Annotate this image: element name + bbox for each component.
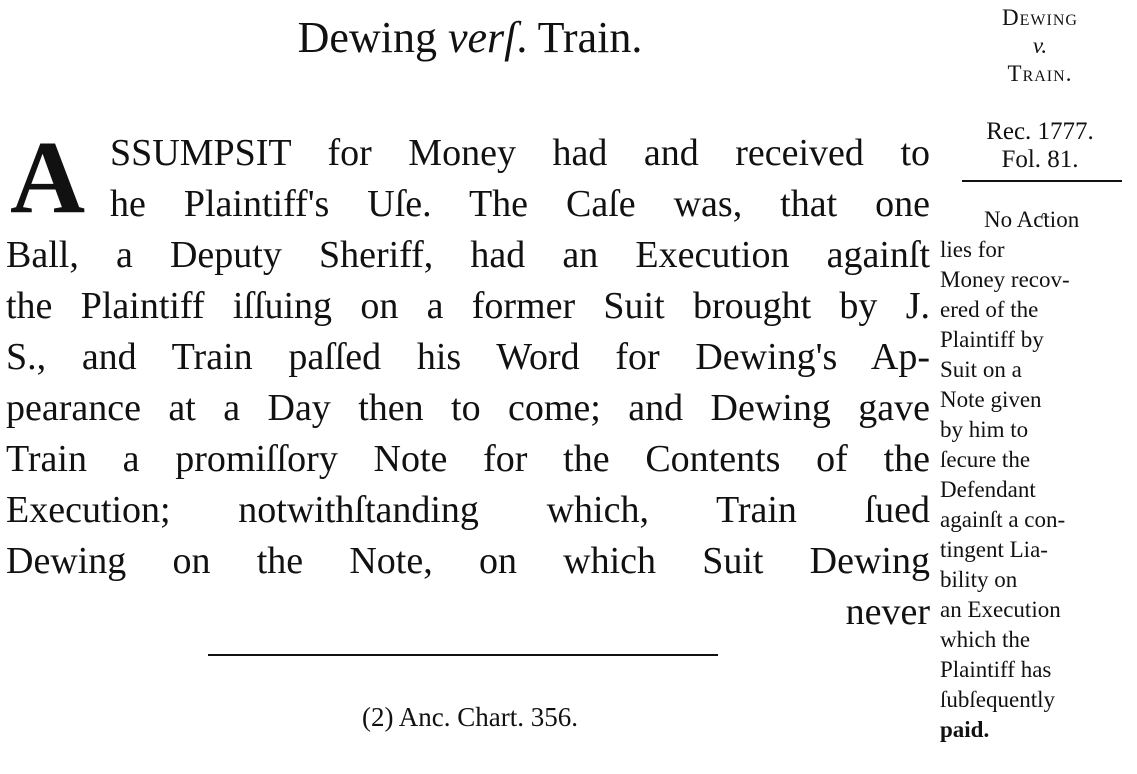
running-head-line: v. — [1032, 33, 1048, 58]
running-head-line: Train. — [1007, 61, 1073, 86]
note-line: tingent Lia- — [940, 537, 1048, 562]
text-line: Dewing on the Note, on which Suit Dewing — [6, 540, 930, 582]
main-text — [6, 120, 930, 638]
text-line: S., and Train paſſed his Word for Dewing's Ap- — [6, 336, 930, 378]
note-line: Plaintiff has — [940, 657, 1052, 682]
note-line: Money recov- — [940, 267, 1070, 292]
note-line: ſecure the — [940, 447, 1031, 472]
running-head-line: Dewing — [1002, 5, 1078, 30]
note-line: lies for — [940, 237, 1005, 262]
text-line: Execution; notwithſtanding which, Train ſued — [6, 489, 930, 531]
footnote: (2) Anc. Chart. 356. — [362, 702, 578, 732]
text-line: the Plaintiff iſſuing on a former Suit brought by J. — [6, 285, 930, 327]
catchword: never — [845, 591, 930, 633]
record-line: Fol. 81. — [1001, 146, 1079, 173]
margin-divider — [962, 180, 1122, 182]
note-line: ered of the — [940, 297, 1039, 322]
text-line: Train a promiſſory Note for the Contents of the — [6, 438, 930, 480]
note-line: againſt a con- — [940, 507, 1066, 532]
marginal-note — [940, 205, 1137, 745]
title-start: Dewing — [297, 13, 448, 62]
note-line: bility on — [940, 567, 1018, 592]
note-line: paid. — [940, 717, 990, 742]
note-line: by him to — [940, 417, 1029, 442]
text-line: SSUMPSIT for Money had and received to — [110, 132, 930, 174]
text-line: he Plaintiff's Uſe. The Caſe was, that one — [110, 183, 930, 225]
note-line: Suit on a — [940, 357, 1022, 382]
text-line: Ball, a Deputy Sheriff, had an Execution againſt — [6, 234, 930, 276]
record-reference — [960, 118, 1120, 174]
title-italic: verſ — [447, 13, 517, 62]
title-end: . Train. — [516, 13, 643, 62]
record-line: Rec. 1777. — [986, 118, 1094, 145]
note-line: ſubſequently — [940, 687, 1055, 712]
text-line: pearance at a Day then to come; and Dewing gave — [6, 387, 930, 429]
page-title — [0, 14, 940, 62]
note-line: an Execution — [940, 597, 1061, 622]
note-line: Note given — [940, 387, 1042, 412]
note-line: Defendant — [940, 477, 1036, 502]
drop-cap: A — [10, 120, 86, 235]
footnote-divider — [208, 654, 718, 656]
running-head — [960, 4, 1120, 88]
note-line: Plaintiff by — [940, 327, 1044, 352]
note-line: which the — [940, 627, 1031, 652]
note-line: No Aƈtion — [984, 207, 1080, 232]
